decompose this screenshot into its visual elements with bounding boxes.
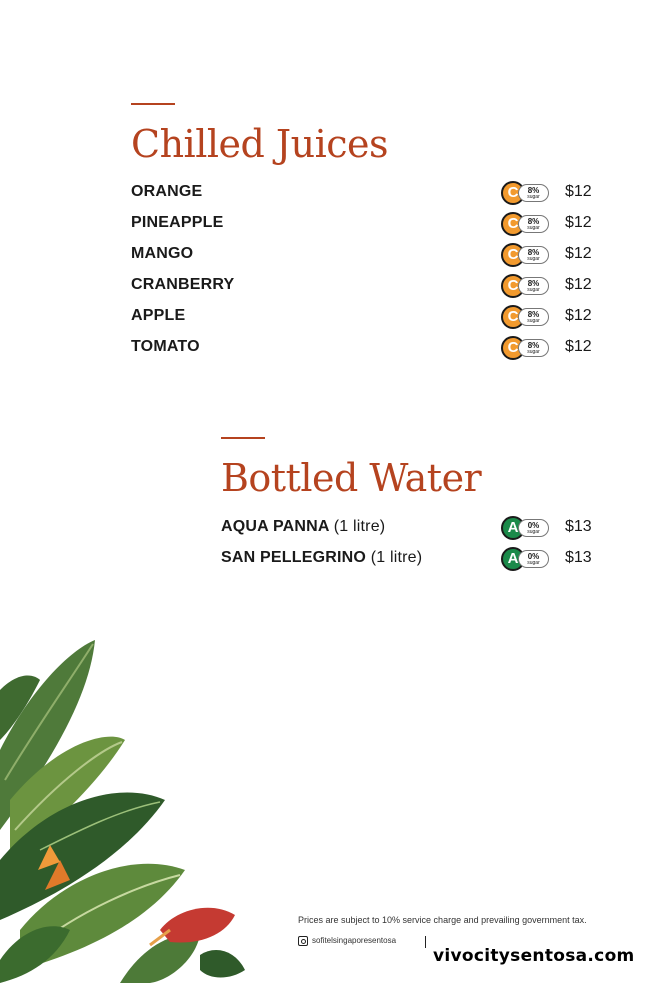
- section-title: Bottled Water: [221, 456, 482, 500]
- item-price: $12: [565, 245, 592, 262]
- item-name: MANGO: [131, 245, 194, 262]
- nutri-grade-badge: [501, 336, 549, 360]
- menu-item: [131, 181, 591, 205]
- sugar-pill: [518, 277, 549, 295]
- section-divider: [221, 437, 265, 439]
- sugar-percent: 8%: [527, 310, 540, 319]
- sugar-pill: [518, 339, 549, 357]
- item-price: $13: [565, 518, 592, 535]
- sugar-pill: [518, 308, 549, 326]
- item-name: ORANGE: [131, 183, 203, 200]
- sugar-label: sugar: [527, 194, 540, 200]
- social-handle-row: [298, 936, 396, 946]
- item-name: [221, 518, 385, 536]
- item-price: $12: [565, 214, 592, 231]
- sugar-percent: 8%: [527, 186, 540, 195]
- nutri-grade-letter: C: [501, 336, 525, 360]
- menu-item: [221, 547, 591, 571]
- sugar-percent: 0%: [527, 521, 540, 530]
- item-price: $12: [565, 307, 592, 324]
- nutri-grade-letter: C: [501, 181, 525, 205]
- sugar-label: sugar: [527, 287, 540, 293]
- nutri-grade-letter: A: [501, 547, 525, 571]
- nutri-grade-badge: [501, 516, 549, 540]
- menu-item: [131, 212, 591, 236]
- item-price: $13: [565, 549, 592, 566]
- item-price: $12: [565, 183, 592, 200]
- menu-item: [131, 274, 591, 298]
- nutri-grade-badge: [501, 547, 549, 571]
- sugar-pill: [518, 215, 549, 233]
- sugar-pill: [518, 550, 549, 568]
- sugar-pill: [518, 519, 549, 537]
- sugar-percent: 8%: [527, 248, 540, 257]
- item-name-text: SAN PELLEGRINO: [221, 549, 367, 566]
- nutri-grade-letter: C: [501, 212, 525, 236]
- sugar-percent: 0%: [527, 552, 540, 561]
- footer-divider: [425, 936, 426, 948]
- nutri-grade-badge: [501, 181, 549, 205]
- watermark: vivocitysentosa.com: [433, 946, 635, 966]
- instagram-icon: [298, 936, 308, 946]
- item-price: $12: [565, 338, 592, 355]
- sugar-label: sugar: [527, 349, 540, 355]
- sugar-pill: [518, 246, 549, 264]
- menu-item: [131, 243, 591, 267]
- sugar-label: sugar: [527, 560, 540, 566]
- section-title: Chilled Juices: [131, 122, 389, 166]
- price-disclaimer: Prices are subject to 10% service charge and prevailing government tax.: [298, 915, 587, 925]
- nutri-grade-letter: C: [501, 274, 525, 298]
- sugar-percent: 8%: [527, 217, 540, 226]
- menu-item: [131, 336, 591, 360]
- nutri-grade-badge: [501, 243, 549, 267]
- nutri-grade-letter: C: [501, 243, 525, 267]
- sugar-label: sugar: [527, 256, 540, 262]
- menu-item: [221, 516, 591, 540]
- item-name: [221, 549, 422, 567]
- section-divider: [131, 103, 175, 105]
- item-name: TOMATO: [131, 338, 200, 355]
- sugar-pill: [518, 184, 549, 202]
- tropical-foliage-illustration: [0, 630, 250, 983]
- nutri-grade-badge: [501, 305, 549, 329]
- item-price: $12: [565, 276, 592, 293]
- sugar-label: sugar: [527, 225, 540, 231]
- menu-item: [131, 305, 591, 329]
- social-handle[interactable]: sofitelsingaporesentosa: [312, 936, 397, 946]
- sugar-percent: 8%: [527, 279, 540, 288]
- nutri-grade-badge: [501, 212, 549, 236]
- item-name: PINEAPPLE: [131, 214, 224, 231]
- item-name: APPLE: [131, 307, 186, 324]
- sugar-label: sugar: [527, 318, 540, 324]
- sugar-percent: 8%: [527, 341, 540, 350]
- item-size: (1 litre): [333, 518, 386, 535]
- sugar-label: sugar: [527, 529, 540, 535]
- nutri-grade-badge: [501, 274, 549, 298]
- item-name-text: AQUA PANNA: [221, 518, 330, 535]
- item-size: (1 litre): [370, 549, 423, 566]
- nutri-grade-letter: A: [501, 516, 525, 540]
- nutri-grade-letter: C: [501, 305, 525, 329]
- item-name: CRANBERRY: [131, 276, 235, 293]
